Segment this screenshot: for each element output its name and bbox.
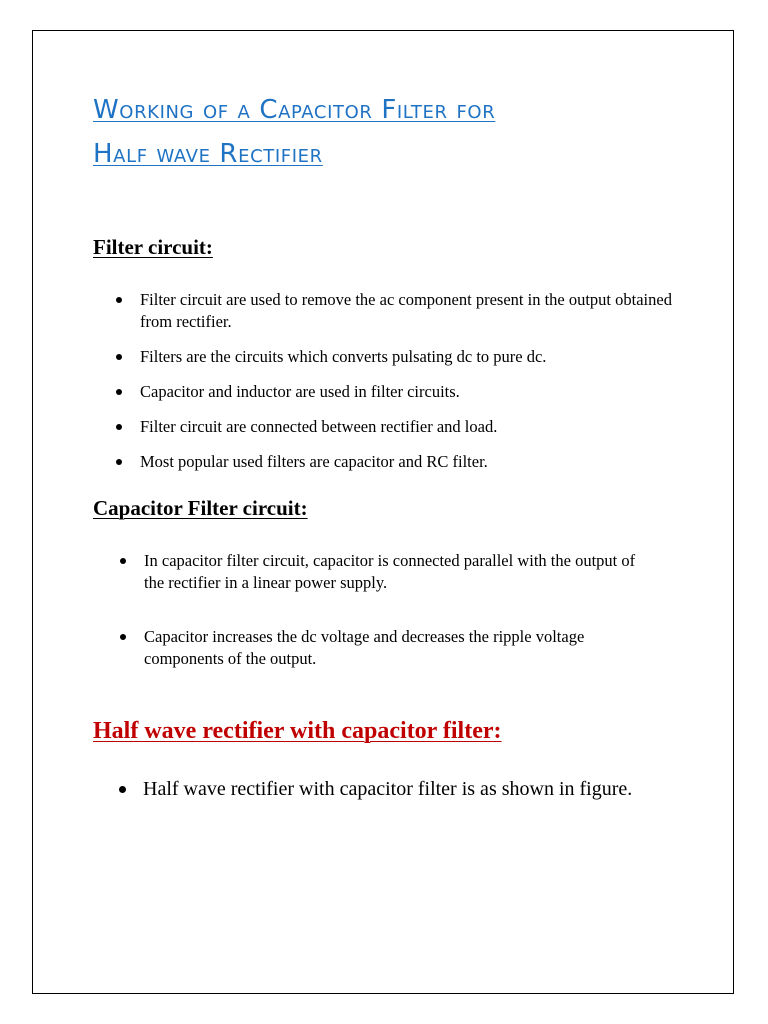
capacitor-filter-bullet-list xyxy=(120,550,655,670)
document-title-line-2: Half wave Rectifier xyxy=(93,139,323,169)
bullet-item: Capacitor and inductor are used in filter circuits. xyxy=(116,381,676,403)
bullet-item: Capacitor increases the dc voltage and decreases the ripple voltage components of the output. xyxy=(120,626,655,670)
bullet-item: Filter circuit are used to remove the ac component present in the output obtained from rectifier. xyxy=(116,289,676,333)
capacitor-filter-heading: Capacitor Filter circuit: xyxy=(93,496,308,520)
filter-circuit-bullet-list xyxy=(116,289,676,473)
half-wave-rectifier-heading: Half wave rectifier with capacitor filter: xyxy=(93,718,502,744)
bullet-item: Filters are the circuits which converts pulsating dc to pure dc. xyxy=(116,346,676,368)
half-wave-bullet-list xyxy=(119,777,664,802)
document-title-line-1: Working of a Capacitor Filter for xyxy=(93,95,496,125)
bullet-item: Filter circuit are connected between rectifier and load. xyxy=(116,416,676,438)
bullet-item: In capacitor filter circuit, capacitor is connected parallel with the output of the rectifier in a linear power supply. xyxy=(120,550,655,594)
bullet-item: Most popular used filters are capacitor and RC filter. xyxy=(116,451,676,473)
document-title xyxy=(93,88,693,176)
bullet-item: Half wave rectifier with capacitor filter is as shown in figure. xyxy=(119,777,664,802)
filter-circuit-heading: Filter circuit: xyxy=(93,235,213,259)
